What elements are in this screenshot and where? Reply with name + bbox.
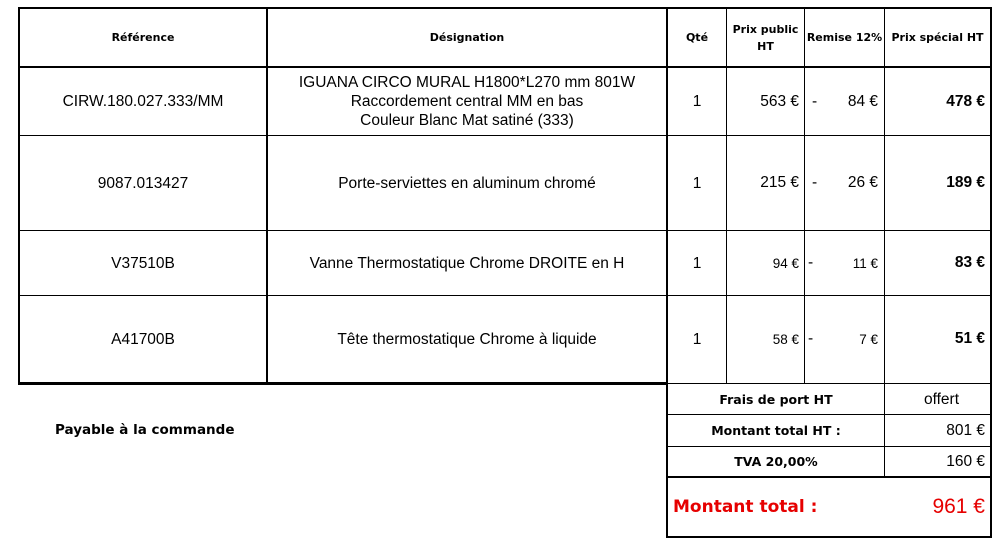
header-discount: Remise 12% [806,31,883,44]
table-row-3-special-price: 83 € [954,254,985,271]
table-row-1-discount: 84 € [847,92,878,110]
table-row-3-reference: V37510B [111,254,175,272]
header-price-public-line1: Prix public [732,22,799,36]
vat-label: TVA 20,00% [734,454,818,469]
total-value: 961 € [932,495,985,518]
total-label: Montant total : [673,497,818,517]
table-row-3-qty: 1 [692,254,702,272]
header-price-public [727,9,804,66]
table-row-2-qty: 1 [692,174,702,192]
table-row-3-discount: 11 € [852,255,878,271]
header-price-public-line2: HT [757,39,774,53]
table-row-2-discount: 26 € [847,174,878,191]
table-row-3-discount-sign: - [808,254,814,271]
table-border-bottom [18,382,668,385]
totals-border-right [990,476,992,538]
table-row-2-special-price: 189 € [946,174,985,191]
table-row-4-discount-sign: - [808,330,814,347]
shipping-value: offert [923,390,960,408]
designation-line: IGUANA CIRCO MURAL H1800*L270 mm 801W [298,74,636,91]
subtotal-value: 801 € [946,421,985,439]
designation-line: Couleur Blanc Mat satiné (333) [360,112,574,129]
table-row-2-designation: Porte-serviettes en aluminum chromé [338,174,596,192]
designation-line: Raccordement central MM en bas [350,93,584,110]
table-row-4-reference: A41700B [111,330,175,348]
table-row-1-special-price: 478 € [946,92,985,110]
table-row-4-designation: Tête thermostatique Chrome à liquide [337,330,597,348]
table-row-2-price: 215 € [760,174,799,191]
header-qty: Qté [685,31,709,44]
table-row-4-price: 58 € [772,331,799,347]
totals-border-bottom [668,536,992,538]
table-row-4-discount: 7 € [859,331,878,347]
table-row-1-price: 563 € [760,92,799,110]
subtotal-label: Montant total HT : [711,423,841,438]
shipping-label: Frais de port HT [719,391,833,407]
payment-note: Payable à la commande [55,422,235,438]
table-row-3-price: 94 € [772,255,799,271]
table-row-2-reference: 9087.013427 [97,174,189,192]
table-row-3-designation: Vanne Thermostatique Chrome DROITE en H [309,254,625,272]
vat-value: 160 € [946,452,985,470]
header-designation: Désignation [429,31,505,44]
table-border-right [990,7,992,384]
totals-border-right [990,384,992,476]
table-row-4-qty: 1 [692,330,702,348]
header-reference: Référence [111,31,175,44]
header-special-price: Prix spécial HT [891,31,984,44]
table-row-1-discount-sign: - [812,92,818,110]
table-row-2-discount-sign: - [812,174,818,191]
table-row-1-designation [268,68,666,135]
table-row-1-qty: 1 [692,93,702,110]
table-row-1-reference: CIRW.180.027.333/MM [62,93,224,110]
table-row-4-special-price: 51 € [954,330,985,347]
